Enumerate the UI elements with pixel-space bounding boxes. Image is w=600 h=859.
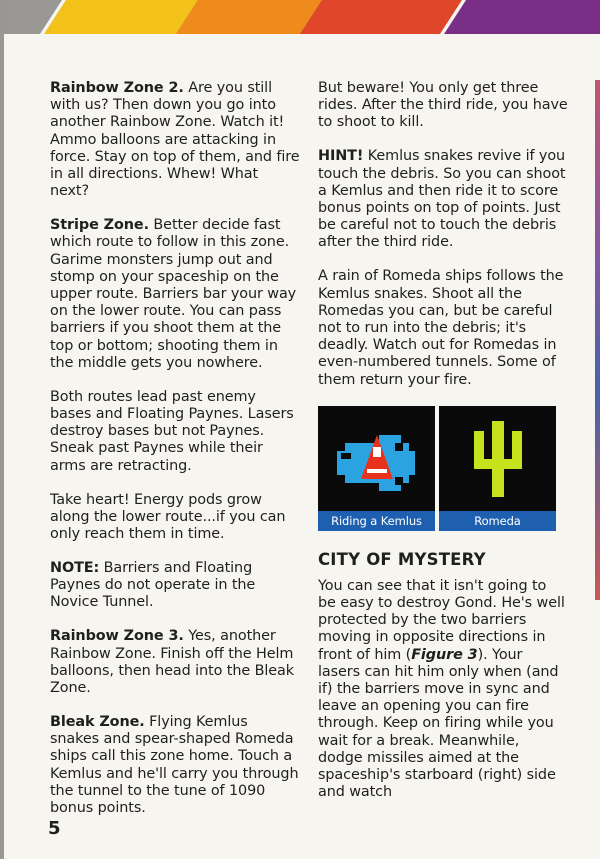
figure-caption: Riding a Kemlus bbox=[318, 511, 435, 531]
paragraph: Stripe Zone. Better decide fast which route to follow in this zone. Garime monsters jump out and stomp on your spaceship on the upper route. Barriers bar your way on the lower route. You can pass barriers if you shoot them at the top or bottom; shooting them in the middle gets you nowhere. bbox=[50, 217, 297, 371]
paragraph: But beware! You only get three rides. After the third ride, you have to shoot to kill. bbox=[318, 80, 568, 131]
paragraph: Bleak Zone. Flying Kemlus snakes and spear-shaped Romeda ships call this zone home. Touch a Kemlus and he'll carry you through the tunnel to the tune of 1090 bonus points. bbox=[50, 714, 299, 817]
paragraph: Rainbow Zone 3. Yes, another Rainbow Zone. Finish off the Helm balloons, then head into the Bleak Zone. bbox=[50, 628, 294, 697]
paragraph: Both routes lead past enemy bases and Floating Paynes. Lasers destroy bases but not Paynes. Sneak past Paynes while their arms are retracting. bbox=[50, 388, 294, 474]
page-edge bbox=[0, 0, 4, 859]
left-column bbox=[50, 80, 300, 834]
page-edge-color bbox=[595, 80, 600, 600]
paragraph: HINT! Kemlus snakes revive if you touch the debris. So you can shoot a Kemlus and then ride it to score bonus points on top of points. Just be careful not to touch the debris after the third ride. bbox=[318, 148, 566, 251]
sprite-figures bbox=[318, 406, 568, 531]
figure-kemlus bbox=[318, 406, 435, 531]
paragraph: NOTE: Barriers and Floating Paynes do not operate in the Novice Tunnel. bbox=[50, 560, 256, 611]
page-number: 5 bbox=[48, 818, 61, 839]
section-heading: CITY OF MYSTERY bbox=[318, 549, 486, 569]
figure-caption: Romeda bbox=[439, 511, 556, 531]
paragraph: A rain of Romeda ships follows the Kemlus snakes. Shoot all the Romedas you can, but be careful not to run into the debris; it's deadly. Watch out for Romedas in even-numbered tunnels. Some of them return your fire. bbox=[318, 268, 564, 388]
paragraph: You can see that it isn't going to be easy to destroy Gond. He's well protected by the two barriers moving in opposite directions in front of him (Figure 3). Your lasers can hit him only when (and if) the barriers move in sync and leave an opening you can fire through. Keep on firing while you wait for a break. Meanwhile, dodge missiles aimed at the spaceship's starboard (right) side and watch bbox=[318, 577, 565, 801]
kemlus-sprite-icon bbox=[327, 413, 427, 503]
figure-reference: Figure 3 bbox=[411, 646, 478, 663]
romeda-sprite-icon bbox=[448, 413, 548, 503]
paragraph: Take heart! Energy pods grow along the lower route...if you can only reach them in time. bbox=[50, 491, 286, 543]
paragraph: Rainbow Zone 2. Are you still with us? Then down you go into another Rainbow Zone. Watch it! Ammo balloons are attacking in force. Stay on top of them, and fire in all directions. Whew! What next? bbox=[50, 80, 300, 200]
right-column bbox=[318, 80, 568, 818]
rainbow-header-stripes bbox=[0, 0, 600, 34]
figure-romeda bbox=[439, 406, 556, 531]
